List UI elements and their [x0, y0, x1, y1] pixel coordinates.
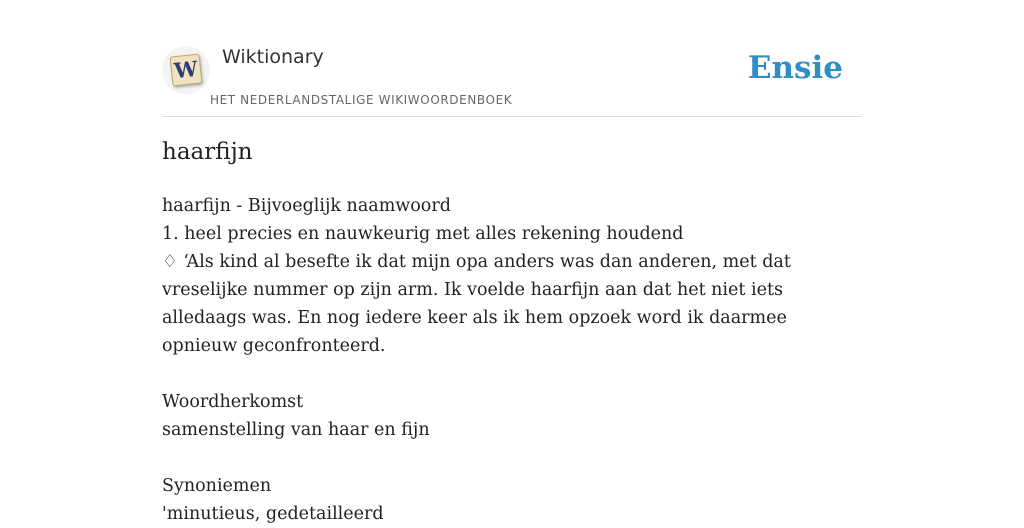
wiktionary-logo-icon[interactable] — [162, 46, 210, 94]
site-tagline: HET NEDERLANDSTALIGE WIKIWOORDENBOEK — [210, 93, 513, 107]
synonyms-text: 'minutieus, gedetailleerd — [162, 504, 384, 524]
site-header — [162, 36, 862, 117]
ensie-brand-link[interactable]: Ensie — [747, 50, 843, 86]
logo-tile — [170, 54, 203, 87]
site-name[interactable]: Wiktionary — [222, 46, 324, 68]
spacer — [162, 444, 862, 472]
etymology-label: Woordherkomst — [162, 392, 304, 412]
entry-heading: haarfijn - Bijvoeglijk naamwoord — [162, 196, 451, 216]
logo-letter: W — [172, 55, 199, 84]
spacer — [162, 360, 862, 388]
entry-title: haarfijn — [162, 139, 253, 165]
example-quote: ♢ ‘Als kind al besefte ik dat mijn opa anders was dan anderen, met dat vreselijke nummer op zijn arm. Ik voelde haarfijn aan dat het niet iets alledaags was. En nog iedere keer als ik hem opzoek word ik daarmee opnieuw geconfronteerd. — [162, 252, 791, 356]
entry-content — [162, 192, 862, 528]
synonyms-label: Synoniemen — [162, 476, 272, 496]
etymology-text: samenstelling van haar en fijn — [162, 420, 430, 440]
definition: 1. heel precies en nauwkeurig met alles rekening houdend — [162, 224, 684, 244]
